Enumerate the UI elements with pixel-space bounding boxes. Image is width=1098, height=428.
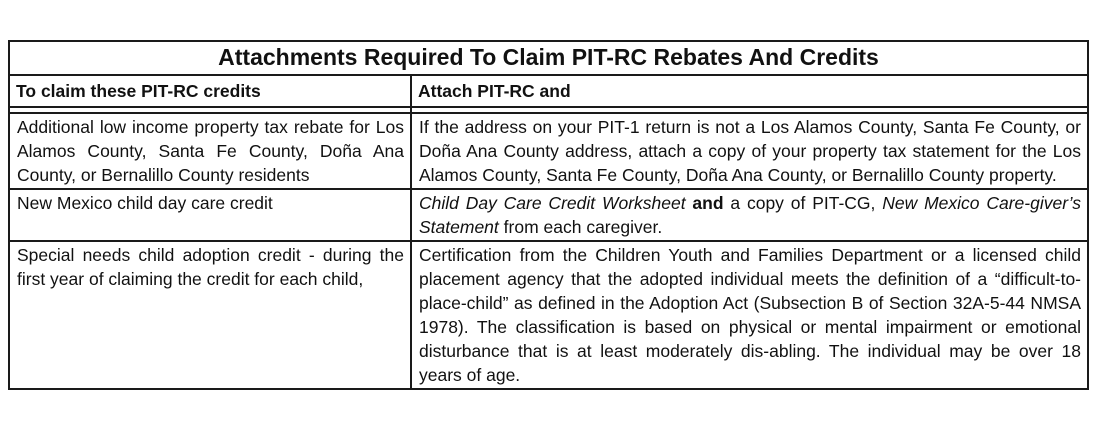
header-row: [9, 75, 1088, 107]
table-row: [9, 241, 1088, 389]
row-day-care-attachment: [411, 189, 1088, 241]
table-row: [9, 113, 1088, 189]
row-property-tax-attachment: If the address on your PIT-1 return is not a Los Alamos County, Santa Fe County, or Doña Ana County address, attach a copy of your property tax statement for the Los Alamos County, Santa Fe County, Doña Ana County, or Bernalillo County property.: [411, 113, 1088, 189]
table-title: Attachments Required To Claim PIT-RC Rebates And Credits: [9, 41, 1088, 75]
attachment-tail: from each caregiver.: [498, 217, 663, 237]
and-connector: and: [685, 193, 731, 213]
worksheet-name: Child Day Care Credit Worksheet: [419, 193, 686, 213]
table-row: [9, 189, 1088, 241]
header-claim-credits: To claim these PIT-RC credits: [9, 75, 411, 107]
row-day-care-credit: New Mexico child day care credit: [9, 189, 411, 241]
statement-name: New Mexico Care-giver’s Statement: [419, 193, 1082, 237]
row-adoption-credit: Special needs child adoption credit - during the first year of claiming the credit for each child,: [9, 241, 411, 389]
header-attach: Attach PIT-RC and: [411, 75, 1088, 107]
row-adoption-attachment: Certification from the Children Youth and Families Department or a licensed child placement agency that the adopted individual meets the definition of a “difficult-to-place-child” as defined in the Adoption Act (Subsection B of Section 32A-5-44 NMSA 1978). The classification is based on physical or mental impairment or emotional disturbance that is at least moderately dis-abling. The individual may be over 18 years of age.: [411, 241, 1088, 389]
row-property-tax-credit: Additional low income property tax rebate for Los Alamos County, Santa Fe County, Doña Ana County, or Bernalillo County residents: [9, 113, 411, 189]
title-row: [9, 41, 1088, 75]
attachment-text: a copy of PIT-CG,: [730, 193, 883, 213]
attachments-table: [8, 40, 1089, 390]
